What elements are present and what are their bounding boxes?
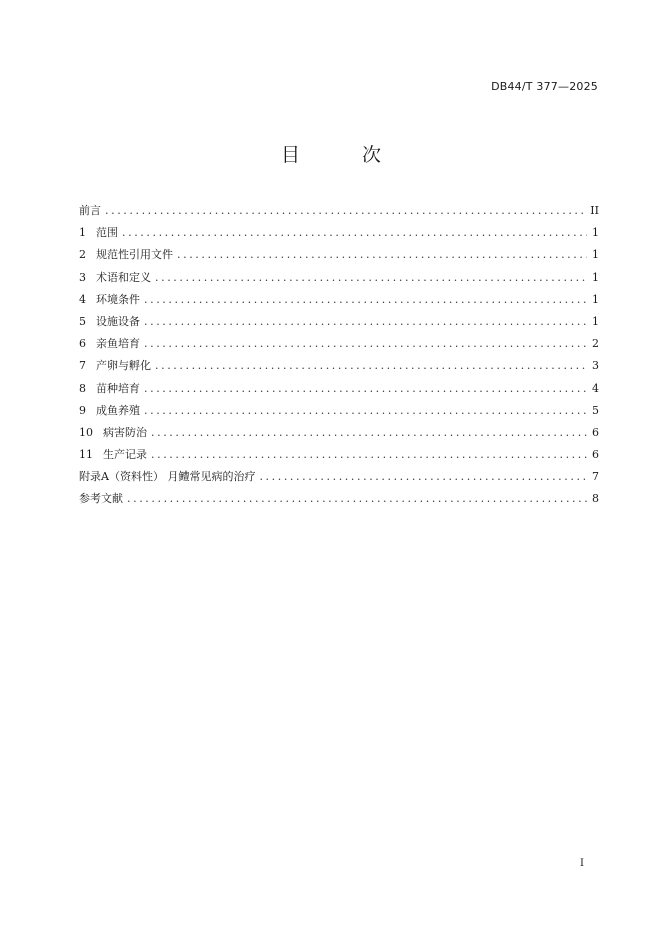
toc-entry-page: 2 bbox=[592, 337, 599, 351]
toc-entry-page: 6 bbox=[592, 425, 599, 439]
toc-entry-number: 10 bbox=[79, 425, 93, 439]
toc-entry[interactable] bbox=[79, 222, 599, 244]
toc-entry-label: 范围 bbox=[96, 226, 118, 240]
toc-leader-dots bbox=[144, 311, 587, 333]
toc-entry-label: 设施设备 bbox=[96, 314, 140, 328]
toc-leader-dots bbox=[259, 466, 587, 488]
toc-entry-page: 1 bbox=[592, 226, 599, 240]
toc-entry[interactable] bbox=[79, 488, 599, 510]
toc-leader-dots bbox=[144, 400, 587, 422]
toc-entry-number: 8 bbox=[79, 381, 86, 395]
toc-entry-label: 生产记录 bbox=[103, 448, 147, 462]
toc-entry[interactable] bbox=[79, 200, 599, 222]
toc-leader-dots bbox=[151, 444, 587, 466]
toc-entry-number: 3 bbox=[79, 270, 86, 284]
page-number: I bbox=[580, 858, 584, 869]
toc-entry[interactable] bbox=[79, 355, 599, 377]
toc-leader-dots bbox=[127, 488, 587, 510]
toc-leader-dots bbox=[155, 267, 587, 289]
toc-entry[interactable] bbox=[79, 267, 599, 289]
toc-entry-page: 1 bbox=[592, 270, 599, 284]
toc-entry-label: 规范性引用文件 bbox=[96, 248, 173, 262]
toc-entry[interactable] bbox=[79, 422, 599, 444]
toc-entry-page: 5 bbox=[592, 403, 599, 417]
document-code: DB44/T 377—2025 bbox=[491, 80, 598, 93]
toc-entry-number: 7 bbox=[79, 359, 86, 373]
toc-entry-page: 3 bbox=[592, 359, 599, 373]
toc-leader-dots bbox=[151, 422, 587, 444]
toc-leader-dots bbox=[122, 222, 587, 244]
toc-entry-number: 9 bbox=[79, 403, 86, 417]
toc-entry[interactable] bbox=[79, 244, 599, 266]
toc-leader-dots bbox=[144, 289, 587, 311]
toc-entry-number: 5 bbox=[79, 314, 86, 328]
toc-entry-number: 2 bbox=[79, 248, 86, 262]
toc-entry-label: 参考文献 bbox=[79, 492, 123, 506]
page-title: 目 次 bbox=[280, 144, 410, 166]
toc-entry-number: 11 bbox=[79, 448, 93, 462]
toc-entry-label: 病害防治 bbox=[103, 425, 147, 439]
toc-entry-label: 产卵与孵化 bbox=[96, 359, 151, 373]
toc-entry-label: 附录A（资料性） 月鳢常见病的治疗 bbox=[79, 470, 256, 484]
toc-entry-number: 6 bbox=[79, 337, 86, 351]
toc-entry[interactable] bbox=[79, 378, 599, 400]
toc-entry-page: II bbox=[590, 204, 599, 217]
toc-leader-dots bbox=[105, 200, 586, 222]
toc-entry-page: 7 bbox=[592, 470, 599, 484]
toc-entry-page: 1 bbox=[592, 314, 599, 328]
toc-entry[interactable] bbox=[79, 311, 599, 333]
toc-entry[interactable] bbox=[79, 466, 599, 488]
toc-entry-label: 前言 bbox=[79, 204, 101, 217]
toc-entry-number: 4 bbox=[79, 292, 86, 306]
toc-leader-dots bbox=[177, 244, 587, 266]
toc-entry[interactable] bbox=[79, 444, 599, 466]
table-of-contents bbox=[79, 200, 599, 511]
toc-leader-dots bbox=[144, 333, 587, 355]
toc-entry-label: 苗种培育 bbox=[96, 381, 140, 395]
toc-entry[interactable] bbox=[79, 400, 599, 422]
toc-entry-page: 1 bbox=[592, 292, 599, 306]
toc-entry-label: 术语和定义 bbox=[96, 270, 151, 284]
toc-entry-label: 亲鱼培育 bbox=[96, 337, 140, 351]
toc-entry-label: 环境条件 bbox=[96, 292, 140, 306]
toc-entry-page: 8 bbox=[592, 492, 599, 506]
toc-entry-page: 1 bbox=[592, 248, 599, 262]
toc-leader-dots bbox=[144, 378, 587, 400]
toc-leader-dots bbox=[155, 355, 587, 377]
toc-entry-label: 成鱼养殖 bbox=[96, 403, 140, 417]
toc-entry[interactable] bbox=[79, 289, 599, 311]
toc-entry-page: 4 bbox=[592, 381, 599, 395]
toc-entry-page: 6 bbox=[592, 448, 599, 462]
toc-entry-number: 1 bbox=[79, 226, 86, 240]
toc-entry[interactable] bbox=[79, 333, 599, 355]
